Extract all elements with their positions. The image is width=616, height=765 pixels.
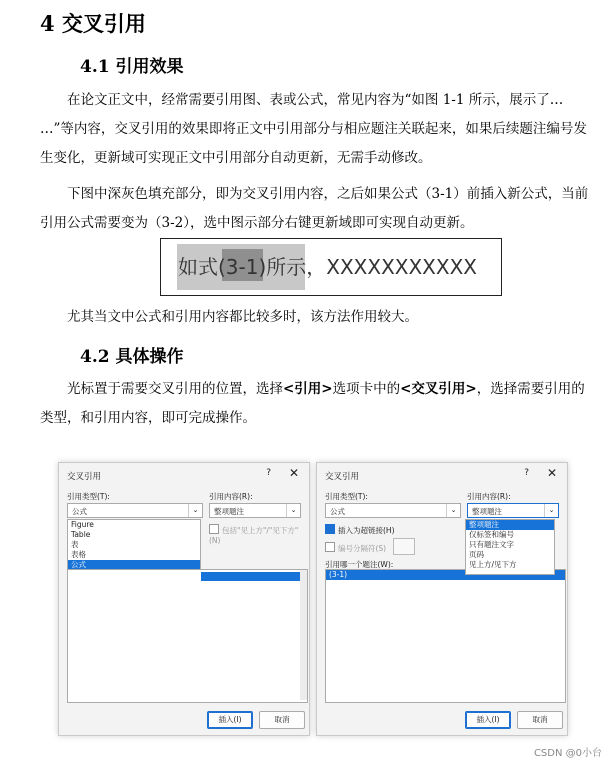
chevron-down-icon: ⌄ [446,504,460,517]
paragraph-2-text: 下图中深灰色填充部分，即为交叉引用内容，之后如果公式（3-1）前插入新公式，当前引用公式需要变为（3-2），选中图示部分右键更新域即可实现自动更新。 [40,186,589,231]
insert-as-hyperlink-checkbox[interactable] [325,524,395,536]
content-label: 引用内容(R): [467,492,511,501]
close-icon[interactable]: ✕ [288,466,299,480]
cross-reference-demo-box [160,238,502,296]
chevron-down-icon: ⌄ [286,504,300,517]
content-select-value: 整项题注 [472,507,502,516]
dialog-title: 交叉引用 [67,472,102,482]
which-caption-label: 引用哪一个题注(W): [325,560,394,569]
content-select[interactable] [467,503,559,518]
content-label: 引用内容(R): [209,492,253,501]
hyperlink-label: 插入为超链接(H) [338,526,395,535]
type-select-value: 公式 [330,507,345,516]
separator-input[interactable] [393,538,415,555]
paragraph-3 [40,303,596,332]
insert-button[interactable]: 插入(I) [207,711,253,729]
p4-c: ，选择需要引用的类型，和引用内容，即可完成操作。 [40,381,585,426]
dialog-title: 交叉引用 [325,472,360,482]
close-icon[interactable]: ✕ [546,466,557,480]
paragraph-4 [40,375,596,433]
help-icon[interactable]: ? [524,468,529,478]
caption-list[interactable] [325,569,566,703]
type-select-value: 公式 [72,507,87,516]
dropdown-item-table[interactable]: Table [71,530,91,539]
include-above-below-checkbox[interactable] [209,524,309,545]
dropdown-item-formula[interactable]: 公式 [68,560,200,570]
help-icon[interactable]: ? [266,468,271,478]
chevron-down-icon: ⌄ [544,504,558,517]
paragraph-1-text: 在论文正文中，经常需要引用图、表或公式，常见内容为“如图 1-1 所示，展示了… …”等内容，交叉引用的效果即将正文中引用部分与相应题注关联起来，如果后续题注编号发生变化，更新域可实现正文中引用部分自动更新，无需手动修改。 [40,92,587,166]
heading-4-1: 4.1 引用效果 [80,57,184,77]
p4-b: 选项卡中的 [332,381,401,397]
content-option-above-below[interactable]: 见上方/见下方 [469,560,517,569]
type-select[interactable] [67,503,203,518]
dropdown-item-figure[interactable]: Figure [71,520,94,529]
type-label: 引用类型(T): [325,492,368,501]
cancel-button[interactable]: 取消 [259,711,305,729]
include-label: 包括"见上方"/"见下方"(N) [209,526,299,545]
cancel-button[interactable]: 取消 [517,711,563,729]
type-select[interactable] [325,503,461,518]
separator-label: 编号分隔符(S) [338,544,387,553]
paragraph-3-text: 尤其当文中公式和引用内容都比较多时，该方法作用较大。 [67,309,418,325]
p4-a: 光标置于需要交叉引用的位置，选择 [67,381,283,397]
content-select-value: 整项题注 [214,507,244,516]
heading-4-2: 4.2 具体操作 [80,347,184,367]
content-select[interactable] [209,503,301,518]
cross-reference-dialog-left [58,462,310,736]
number-separator-checkbox[interactable] [325,542,386,554]
dropdown-item-biao[interactable]: 表 [71,540,79,549]
paragraph-1 [40,86,596,173]
cross-reference-dialog-right [316,462,568,736]
content-option-caption-text[interactable]: 只有题注文字 [469,540,514,549]
heading-1: 4 交叉引用 [40,11,146,36]
content-option-page[interactable]: 页码 [469,550,484,559]
chevron-down-icon: ⌄ [188,504,202,517]
caption-item[interactable]: (3-1) [326,570,565,580]
demo-text: 如式(3-1)所示，XXXXXXXXXXX [178,255,477,279]
paragraph-2 [40,180,596,238]
insert-button[interactable]: 插入(I) [465,711,511,729]
p4-tab: <引用> [283,381,333,397]
caption-list[interactable] [67,569,308,703]
caption-list-highlight [201,572,304,581]
p4-cmd: <交叉引用> [400,381,477,397]
content-option-full-caption[interactable]: 整项题注 [466,520,554,530]
content-option-label-number[interactable]: 仅标签和编号 [469,530,514,539]
scrollbar[interactable] [300,570,307,700]
watermark: CSDN @0小台 [533,748,602,759]
type-label: 引用类型(T): [67,492,110,501]
content-dropdown-list[interactable] [465,519,555,575]
dropdown-item-biaoge[interactable]: 表格 [71,550,86,559]
